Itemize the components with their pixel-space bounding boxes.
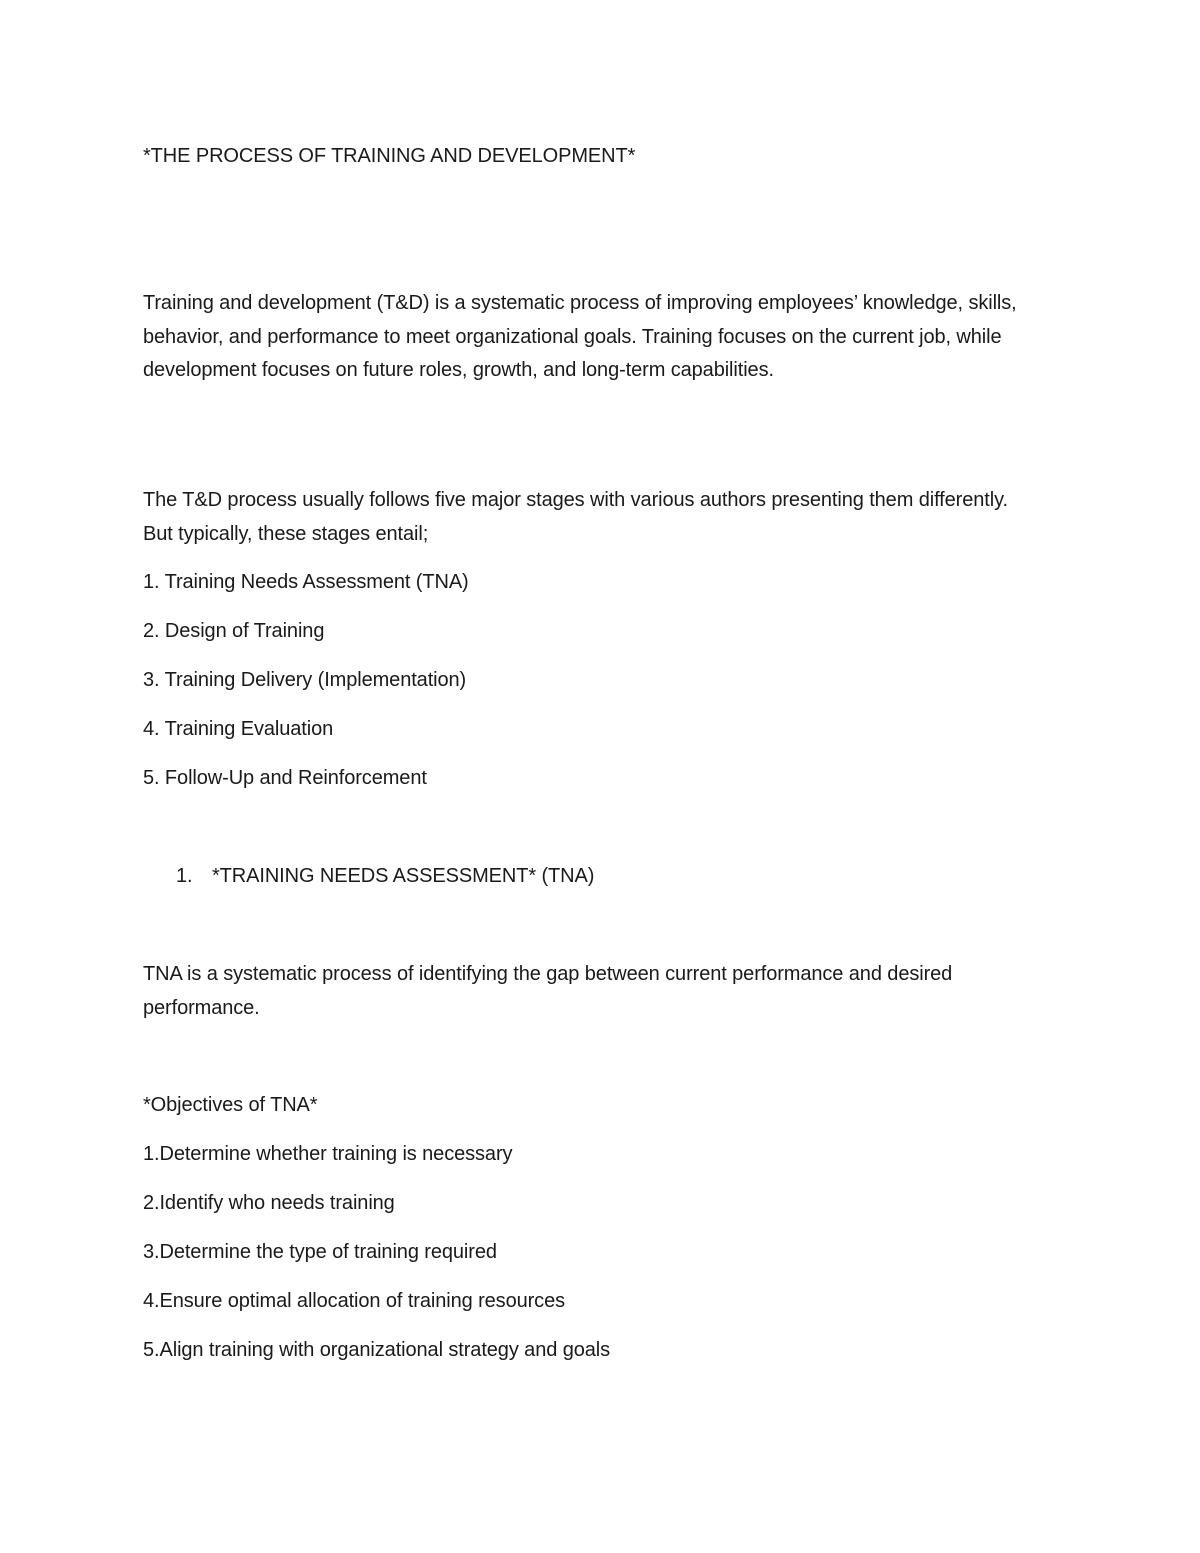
document-title: *THE PROCESS OF TRAINING AND DEVELOPMENT*	[143, 145, 636, 167]
objective-item: 1.Determine whether training is necessary	[143, 1143, 513, 1165]
objective-item: 2.Identify who needs training	[143, 1192, 395, 1214]
section-number: 1.	[176, 865, 193, 887]
stage-item: 1. Training Needs Assessment (TNA)	[143, 571, 469, 593]
stage-item: 2. Design of Training	[143, 620, 325, 642]
tna-definition: TNA is a systematic process of identifying the gap between current performance and desired performance.	[143, 963, 953, 1019]
objective-item: 5.Align training with organizational strategy and goals	[143, 1339, 611, 1361]
section-heading	[176, 860, 594, 893]
objectives-heading: *Objectives of TNA*	[143, 1094, 318, 1116]
intro-paragraph: Training and development (T&D) is a systematic process of improving employees’ knowledge, skills, behavior, and performance to meet organizational goals. Training focuses on the current job, while development focuses on future roles, growth, and long-term capabilities.	[143, 292, 1017, 381]
stages-paragraph: The T&D process usually follows five major stages with various authors presenting them differently. But typically, these stages entail;	[143, 489, 1008, 545]
objective-item: 4.Ensure optimal allocation of training resources	[143, 1290, 565, 1312]
stage-item: 3. Training Delivery (Implementation)	[143, 669, 467, 691]
stage-item: 4. Training Evaluation	[143, 718, 334, 740]
section-heading-text: *TRAINING NEEDS ASSESSMENT* (TNA)	[212, 865, 595, 887]
stage-item: 5. Follow-Up and Reinforcement	[143, 767, 427, 789]
objective-item: 3.Determine the type of training required	[143, 1241, 497, 1263]
